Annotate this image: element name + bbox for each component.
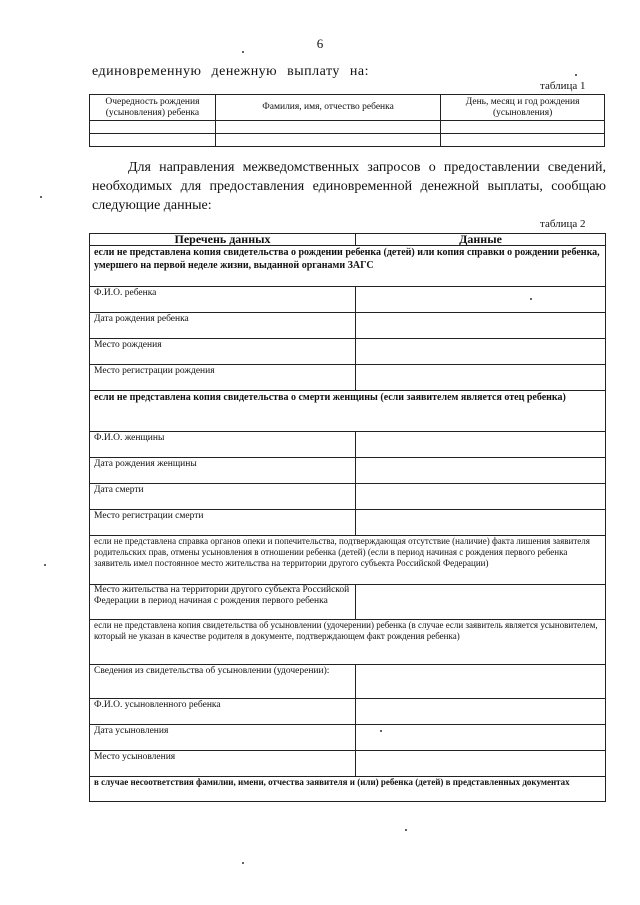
field-label-adoption-info: Сведения из свидетельства об усыновлении (удочерении): bbox=[90, 665, 356, 699]
field-input-adoption-date[interactable] bbox=[356, 725, 606, 751]
table1-row bbox=[90, 121, 605, 134]
field-input-other-region-residence[interactable] bbox=[356, 585, 606, 620]
field-label-woman-fio: Ф.И.О. женщины bbox=[90, 432, 356, 458]
field-input-adoption-place[interactable] bbox=[356, 751, 606, 777]
section-row bbox=[90, 620, 606, 665]
page-number: 6 bbox=[316, 36, 324, 51]
table-row bbox=[90, 287, 606, 313]
table-row bbox=[90, 339, 606, 365]
field-input-birthplace[interactable] bbox=[356, 339, 606, 365]
scan-speck bbox=[530, 298, 532, 300]
section-name-mismatch: в случае несоответствия фамилии, имени, отчества заявителя и (или) ребенка (детей) в представленных документах bbox=[90, 777, 606, 802]
section-death-certificate: если не представлена копия свидетельства о смерти женщины (если заявителем является отец ребенка) bbox=[90, 391, 606, 432]
field-input-child-fio[interactable] bbox=[356, 287, 606, 313]
table1-header-row bbox=[90, 95, 605, 121]
table1-cell[interactable] bbox=[215, 134, 440, 147]
field-label-other-region-residence: Место жительства на территории другого субъекта Российской Федерации в период начиная с рождения первого ребенка bbox=[90, 585, 356, 620]
table1-header-fio: Фамилия, имя, отчество ребенка bbox=[215, 95, 440, 121]
table1-header-date: День, месяц и год рождения (усыновления) bbox=[441, 95, 605, 121]
field-input-adoption-info[interactable] bbox=[356, 665, 606, 699]
table-row bbox=[90, 458, 606, 484]
field-label-death-registration: Место регистрации смерти bbox=[90, 510, 356, 536]
table-row bbox=[90, 725, 606, 751]
scan-speck bbox=[44, 564, 46, 566]
field-input-adopted-fio[interactable] bbox=[356, 699, 606, 725]
section-adoption-certificate: если не представлена копия свидетельства об усыновлении (удочерении) ребенка (в случае если заявитель является усыновителем, который не указан в качестве родителя в документе, подтверждающем факт рождения ребенка) bbox=[90, 620, 606, 665]
table-row bbox=[90, 585, 606, 620]
table1-cell[interactable] bbox=[90, 134, 216, 147]
scan-speck bbox=[380, 730, 382, 732]
scan-speck bbox=[242, 862, 244, 864]
scan-speck bbox=[40, 196, 42, 198]
table-row bbox=[90, 751, 606, 777]
field-label-birthplace: Место рождения bbox=[90, 339, 356, 365]
field-input-death-date[interactable] bbox=[356, 484, 606, 510]
table1-caption: таблица 1 bbox=[540, 80, 586, 92]
field-label-adoption-date: Дата усыновления bbox=[90, 725, 356, 751]
field-label-birth-registration: Место регистрации рождения bbox=[90, 365, 356, 391]
field-label-woman-birthdate: Дата рождения женщины bbox=[90, 458, 356, 484]
table1 bbox=[89, 94, 605, 147]
table2-header-data: Данные bbox=[356, 234, 606, 246]
scan-speck bbox=[575, 74, 577, 76]
field-input-woman-fio[interactable] bbox=[356, 432, 606, 458]
table1-cell[interactable] bbox=[441, 121, 605, 134]
section-guardianship: если не представлена справка органов опеки и попечительства, подтверждающая отсутствие (наличие) факта лишения заявителя родительских прав, отмены усыновления в отношении ребенка (детей) (если в период начиная с рождения первого ребенка заявитель имел постоянное место жительства на территории другого субъекта Российской Федерации) bbox=[90, 536, 606, 585]
table1-row bbox=[90, 134, 605, 147]
section-row bbox=[90, 391, 606, 432]
field-label-adoption-place: Место усыновления bbox=[90, 751, 356, 777]
table-row bbox=[90, 365, 606, 391]
table1-cell[interactable] bbox=[215, 121, 440, 134]
field-input-child-birthdate[interactable] bbox=[356, 313, 606, 339]
table1-header-order: Очередность рождения (усыновления) ребенка bbox=[90, 95, 216, 121]
field-label-child-birthdate: Дата рождения ребенка bbox=[90, 313, 356, 339]
section-row bbox=[90, 777, 606, 802]
table-row bbox=[90, 313, 606, 339]
table-row bbox=[90, 484, 606, 510]
field-label-adopted-fio: Ф.И.О. усыновленного ребенка bbox=[90, 699, 356, 725]
table-row bbox=[90, 699, 606, 725]
section-birth-certificate: если не представлена копия свидетельства о рождении ребенка (детей) или копия справки о рождении ребенка, умершего на первой неделе жизни, выданной органами ЗАГС bbox=[90, 246, 606, 287]
table2-header-list: Перечень данных bbox=[90, 234, 356, 246]
field-input-woman-birthdate[interactable] bbox=[356, 458, 606, 484]
scan-speck bbox=[242, 51, 244, 53]
scan-speck bbox=[405, 829, 407, 831]
field-input-death-registration[interactable] bbox=[356, 510, 606, 536]
table-row bbox=[90, 510, 606, 536]
instruction-paragraph: Для направления межведомственных запросов о предоставлении сведений, необходимых для предоставления единовременной денежной выплаты, сообщаю следующие данные: bbox=[92, 160, 606, 213]
field-input-birth-registration[interactable] bbox=[356, 365, 606, 391]
table1-cell[interactable] bbox=[90, 121, 216, 134]
table2 bbox=[89, 233, 606, 802]
section-row bbox=[90, 246, 606, 287]
table1-cell[interactable] bbox=[441, 134, 605, 147]
field-label-child-fio: Ф.И.О. ребенка bbox=[90, 287, 356, 313]
table2-header-row bbox=[90, 234, 606, 246]
table-row bbox=[90, 665, 606, 699]
table-row bbox=[90, 432, 606, 458]
table2-caption: таблица 2 bbox=[540, 218, 586, 230]
section-row bbox=[90, 536, 606, 585]
intro-text: единовременную денежную выплату на: bbox=[92, 64, 370, 79]
field-label-death-date: Дата смерти bbox=[90, 484, 356, 510]
